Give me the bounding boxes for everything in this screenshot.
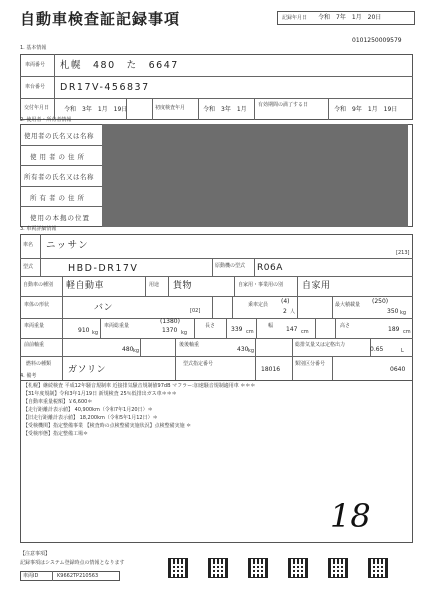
length-unit: cm xyxy=(246,329,254,335)
rule xyxy=(255,338,256,356)
rule xyxy=(20,98,413,99)
rule xyxy=(292,338,293,356)
width-unit: cm xyxy=(301,329,309,335)
displacement-value: 0.65 xyxy=(370,346,384,353)
remark-line: 【自動車重量税額】￥6,600＊ xyxy=(23,399,93,405)
rule xyxy=(62,356,63,381)
rule xyxy=(20,145,102,146)
plate-label: 車両番号 xyxy=(25,62,46,68)
rule xyxy=(20,338,413,339)
maker-value: ニッサン xyxy=(46,240,90,251)
rule xyxy=(175,356,176,381)
rule xyxy=(20,165,102,166)
qr-code-icon xyxy=(208,558,228,578)
remark-line: 【受検形態】指定整備工場＊ xyxy=(23,431,89,437)
capacity-value-2: 2 xyxy=(283,308,287,315)
section-4-heading: 4. 備考 xyxy=(20,373,37,379)
redaction-block xyxy=(102,124,408,227)
rule xyxy=(20,258,413,259)
plate-value: 札幌 480 た 6647 xyxy=(60,60,179,71)
class-value: 0640 xyxy=(390,366,406,373)
maker-label: 車名 xyxy=(23,242,34,248)
user-name-label: 使用者の氏名又は名称 xyxy=(24,132,94,140)
remark-line: 【31年度規制】令和3年1月19日 新規検査 25％低排出ガス車＊＊＊ xyxy=(23,391,177,397)
first-reg-label: 初度検査年月 xyxy=(155,105,186,111)
rule xyxy=(234,276,235,296)
maxload-label: 最大積載量 xyxy=(335,302,361,308)
rear-axle-label: 後後軸重 xyxy=(179,342,200,348)
rule xyxy=(52,571,53,581)
body-value: バン xyxy=(94,303,114,313)
front-axle-label: 前前軸重 xyxy=(24,342,45,348)
weight-label: 車両重量 xyxy=(24,323,45,329)
rule xyxy=(62,296,63,318)
first-reg-value: 令和 3年 1月 xyxy=(203,106,247,113)
rule xyxy=(198,98,199,120)
rule xyxy=(62,318,63,338)
note-title: 【注意事項】 xyxy=(20,551,51,557)
handwritten-number: 18 xyxy=(330,497,371,535)
qr-code-icon xyxy=(328,558,348,578)
chassis-value: DR17V-456837 xyxy=(60,82,150,93)
user-address-label: 使用者の住所 xyxy=(30,153,87,161)
maxload-value-2: 350 xyxy=(387,308,399,315)
category-value: 軽自動車 xyxy=(66,281,105,291)
designation-value: 18016 xyxy=(261,366,281,373)
engine-label: 原動機の型式 xyxy=(215,263,246,269)
rule xyxy=(194,318,195,338)
rule xyxy=(40,258,41,276)
maxload-unit: kg xyxy=(400,310,407,316)
rule xyxy=(212,296,213,318)
rule xyxy=(292,356,293,381)
owner-name-label: 所有者の氏名又は名称 xyxy=(24,173,94,181)
remark-line: 【札幌】継続検査 平成12年騒音規制車 近接排気騒音規制値97dB マフラー:加速騒音規制適用車 ＊＊＊ xyxy=(23,383,256,389)
rule xyxy=(232,296,233,318)
rule xyxy=(332,356,333,381)
qr-code-icon xyxy=(288,558,308,578)
rule xyxy=(297,296,298,318)
displacement-label: 総排気量又は定格出力 xyxy=(295,342,346,348)
engine-value: R06A xyxy=(257,263,283,273)
height-label: 高さ xyxy=(340,323,351,329)
qr-code-icon xyxy=(248,558,268,578)
rule xyxy=(328,98,329,120)
front-axle-value: 480 xyxy=(122,346,134,353)
rule xyxy=(20,206,102,207)
rule xyxy=(297,276,298,296)
model-label: 型式 xyxy=(23,264,34,270)
rule xyxy=(315,318,316,338)
rule xyxy=(254,258,255,276)
maker-code: [213] xyxy=(396,250,410,256)
rule xyxy=(62,338,63,356)
rule xyxy=(255,356,256,381)
capacity-unit: 人 xyxy=(290,309,296,315)
rule xyxy=(175,338,176,356)
weight-value: 910 xyxy=(78,327,90,334)
rule xyxy=(20,318,413,319)
maxload-value: (250) xyxy=(372,298,389,305)
rule xyxy=(20,356,413,357)
rule xyxy=(226,318,227,338)
length-value: 339 xyxy=(231,326,243,333)
weight-unit: kg xyxy=(92,330,99,336)
car-id-value: K9662TP210563 xyxy=(57,573,99,579)
rule xyxy=(168,276,169,296)
height-unit: cm xyxy=(403,329,411,335)
rule xyxy=(140,338,141,356)
capacity-value: (4) xyxy=(281,298,290,305)
car-id-box xyxy=(20,571,120,581)
gross-value: (1380) xyxy=(160,318,180,325)
use-value: 貨物 xyxy=(173,281,193,291)
rear-axle-unit: kg xyxy=(248,348,255,354)
document-title: 自動車検査証記録事項 xyxy=(20,10,181,28)
rule xyxy=(40,234,41,258)
width-value: 147 xyxy=(286,326,298,333)
class-label: 類別区分番号 xyxy=(295,361,326,367)
owner-address-label: 所有者の住所 xyxy=(30,194,87,202)
rule xyxy=(152,98,153,120)
rule xyxy=(100,318,101,338)
section-1-heading: 1. 基本情報 xyxy=(20,45,47,51)
displacement-unit: L xyxy=(401,348,404,354)
note-text: 記録事項はシステム登録時点の情報となります xyxy=(20,560,125,566)
expiry-label: 有効期間の満了する日 xyxy=(258,102,309,108)
front-axle-unit: kg xyxy=(133,348,140,354)
remark-line: 【走行距離計表示値】 40,900km（令和7年1月20日）＊ xyxy=(23,407,153,413)
rule xyxy=(54,54,55,120)
fuel-label: 燃料の種類 xyxy=(26,361,52,367)
chassis-label: 車台番号 xyxy=(25,84,46,90)
base-location-label: 使用の本拠の位置 xyxy=(30,214,90,222)
rule xyxy=(256,318,257,338)
designation-label: 型式指定番号 xyxy=(183,361,214,367)
issue-label: 交付年月日 xyxy=(24,105,50,111)
remark-line: 【旧走行距離計表示値】 18,200km（令和5年1月12日）＊ xyxy=(23,415,158,421)
rule xyxy=(212,258,213,276)
qr-code-icon xyxy=(168,558,188,578)
purpose-label: 自家用・事業用の別 xyxy=(238,282,284,288)
width-label: 幅 xyxy=(268,323,274,329)
use-label: 用途 xyxy=(149,282,160,288)
rule xyxy=(254,98,255,120)
record-date-box xyxy=(277,11,415,25)
rule xyxy=(332,296,333,318)
qr-code-icon xyxy=(368,558,388,578)
expiry-value: 令和 9年 1月 19日 xyxy=(334,106,398,113)
section-2-heading: 2. 使用者・所有者情報 xyxy=(20,117,72,123)
gross-label: 車両総重量 xyxy=(104,323,130,329)
body-code: [02] xyxy=(190,308,201,314)
section-3-heading: 3. 車両詳細情報 xyxy=(20,226,57,232)
body-label: 車体の形状 xyxy=(24,302,50,308)
length-label: 長さ xyxy=(205,323,216,329)
rule xyxy=(20,186,102,187)
purpose-value: 自家用 xyxy=(302,281,331,291)
remark-line: 【受検機関】指定整備事業 【検査時の点検整備実施状況】点検整備実施 ＊ xyxy=(23,423,192,429)
capacity-label: 乗車定員 xyxy=(248,302,269,308)
fuel-value: ガソリン xyxy=(68,365,107,375)
issue-value: 令和 3年 1月 19日 xyxy=(64,106,128,113)
gross-value-2: 1370 xyxy=(162,327,178,334)
car-id-label: 車両ID xyxy=(23,573,39,579)
category-label: 自動車の種別 xyxy=(23,282,54,288)
document-number: 0101250009579 xyxy=(352,37,402,44)
record-date-label: 記録年月日 xyxy=(282,15,308,21)
rule xyxy=(145,276,146,296)
rule xyxy=(20,296,413,297)
rule xyxy=(20,276,413,277)
height-value: 189 xyxy=(388,326,400,333)
rule xyxy=(20,76,413,77)
rear-axle-value: 430 xyxy=(237,346,249,353)
gross-unit: kg xyxy=(181,330,188,336)
rule xyxy=(62,276,63,296)
rule xyxy=(335,318,336,338)
record-date-value: 令和 7年 1月 20日 xyxy=(318,14,382,21)
model-value: HBD-DR17V xyxy=(68,263,139,274)
